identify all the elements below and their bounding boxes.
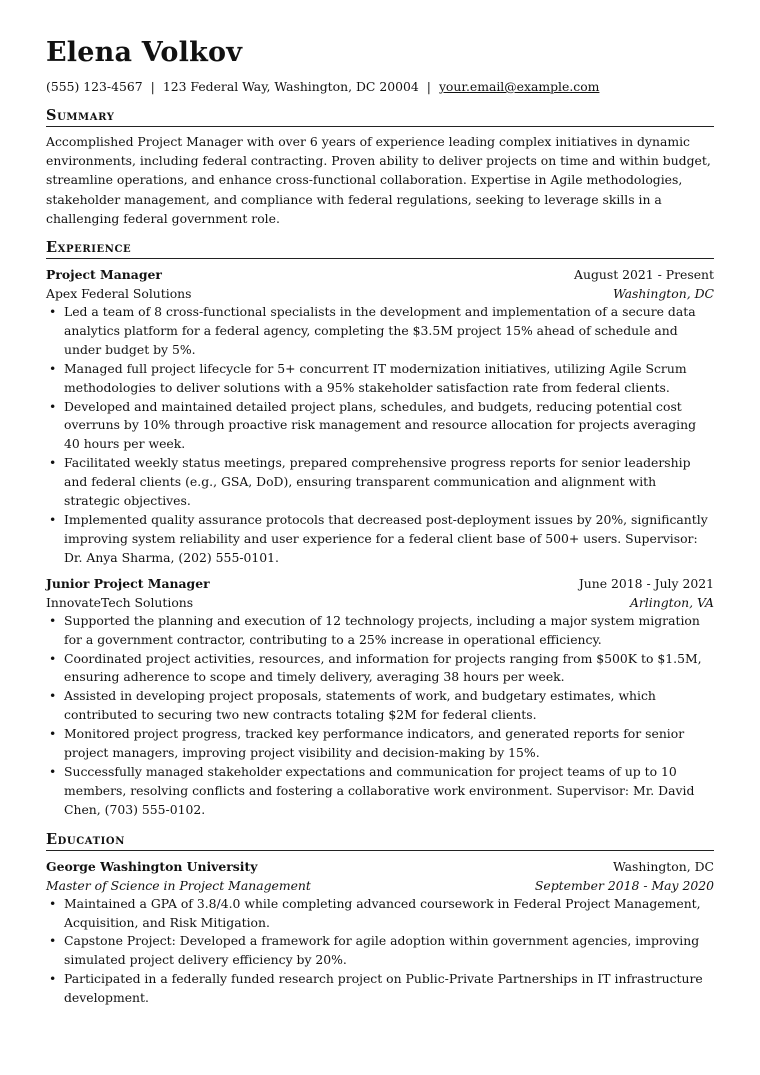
summary-heading: Summary xyxy=(46,106,714,127)
degree-row xyxy=(46,876,714,895)
contact-separator: | xyxy=(150,79,155,94)
bullet-item: • Capstone Project: Developed a framework for agile adoption within government agencies, improving simulated project delivery efficiency by 20%. xyxy=(64,932,714,970)
bullet-item: • Successfully managed stakeholder expectations and communication for project teams of up to 10 members, resolving conflicts and fostering a collaborative work environment. Supervisor: Mr. David Chen, (703) 555-0102. xyxy=(64,763,714,820)
bullet-item: • Participated in a federally funded research project on Public-Private Partnerships in IT infrastructure development. xyxy=(64,970,714,1008)
phone-number: (555) 123-4567 xyxy=(46,79,143,94)
bullet-item: • Coordinated project activities, resources, and information for projects ranging from $500K to $1.5M, ensuring adherence to scope and timely delivery, averaging 38 hours per week. xyxy=(64,650,714,688)
school-location: Washington, DC xyxy=(613,858,714,874)
company-name: InnovateTech Solutions xyxy=(46,594,194,610)
education-entry xyxy=(46,857,714,1008)
job-entry xyxy=(46,265,714,568)
bullet-item: • Facilitated weekly status meetings, prepared comprehensive progress reports for senior leadership and federal clients (e.g., GSA, DoD), ensuring transparent communication and alignment with strategic objectives. xyxy=(64,454,714,511)
school-header xyxy=(46,857,714,876)
job-bullets xyxy=(46,612,714,820)
bullet-item: • Developed and maintained detailed project plans, schedules, and budgets, reducing potential cost overruns by 10% through proactive risk management and resource allocation for projects averaging 40 hours per week. xyxy=(64,398,714,455)
bullet-item: • Led a team of 8 cross-functional specialists in the development and implementation of a secure data analytics platform for a federal agency, completing the $3.5M project 15% ahead of schedule and under budget by 5%. xyxy=(64,303,714,360)
education-bullets xyxy=(46,895,714,1008)
job-dates: June 2018 - July 2021 xyxy=(578,575,714,591)
summary-text: Accomplished Project Manager with over 6 years of experience leading complex initiatives in dynamic environments, including federal contracting. Proven ability to deliver projects on time and within budget, streamline operations, and enhance cross-functional collaboration. Expertise in Agile methodologies, stakeholder management, and compliance with federal regulations, seeking to leverage skills in a challenging federal government role. xyxy=(46,134,711,226)
contact-separator: | xyxy=(426,79,431,94)
contact-line xyxy=(46,78,714,96)
job-location: Arlington, VA xyxy=(629,594,714,610)
job-title: Junior Project Manager xyxy=(46,575,210,591)
bullet-item: • Supported the planning and execution of 12 technology projects, including a major system migration for a government contractor, contributing to a 25% increase in operational efficiency. xyxy=(64,612,714,650)
bullet-item: • Maintained a GPA of 3.8/4.0 while completing advanced coursework in Federal Project Management, Acquisition, and Risk Mitigation. xyxy=(64,895,714,933)
job-header xyxy=(46,265,714,284)
company-name: Apex Federal Solutions xyxy=(46,286,192,302)
job-dates: August 2021 - Present xyxy=(574,267,714,283)
job-bullets xyxy=(46,303,714,568)
job-header xyxy=(46,574,714,593)
job-subheader xyxy=(46,284,714,303)
degree-name: Master of Science in Project Management xyxy=(46,877,311,893)
degree-dates: September 2018 - May 2020 xyxy=(534,877,714,893)
school-name: George Washington University xyxy=(46,858,258,874)
job-location: Washington, DC xyxy=(613,286,714,302)
experience-heading: Experience xyxy=(46,238,714,259)
address: 123 Federal Way, Washington, DC 20004 xyxy=(162,79,419,94)
bullet-item: • Managed full project lifecycle for 5+ concurrent IT modernization initiatives, utilizing Agile Scrum methodologies to deliver solutions with a 95% stakeholder satisfaction rate from federal clients. xyxy=(64,360,714,398)
bullet-item: • Assisted in developing project proposals, statements of work, and budgetary estimates, which contributed to securing two new contracts totaling $2M for federal clients. xyxy=(64,687,714,725)
bullet-item: • Monitored project progress, tracked key performance indicators, and generated reports for senior project managers, improving project visibility and decision-making by 15%. xyxy=(64,725,714,763)
email-link[interactable]: your.email@example.com xyxy=(438,79,600,94)
job-entry xyxy=(46,574,714,820)
job-subheader xyxy=(46,593,714,612)
education-heading: Education xyxy=(46,830,714,851)
bullet-item: • Implemented quality assurance protocols that decreased post-deployment issues by 20%, significantly improving system reliability and user experience for a federal client base of 500+ users. Supervisor: Dr. Anya Sharma, (202) 555-0101. xyxy=(64,511,714,568)
candidate-name: Elena Volkov xyxy=(46,37,243,68)
job-title: Project Manager xyxy=(46,267,162,283)
